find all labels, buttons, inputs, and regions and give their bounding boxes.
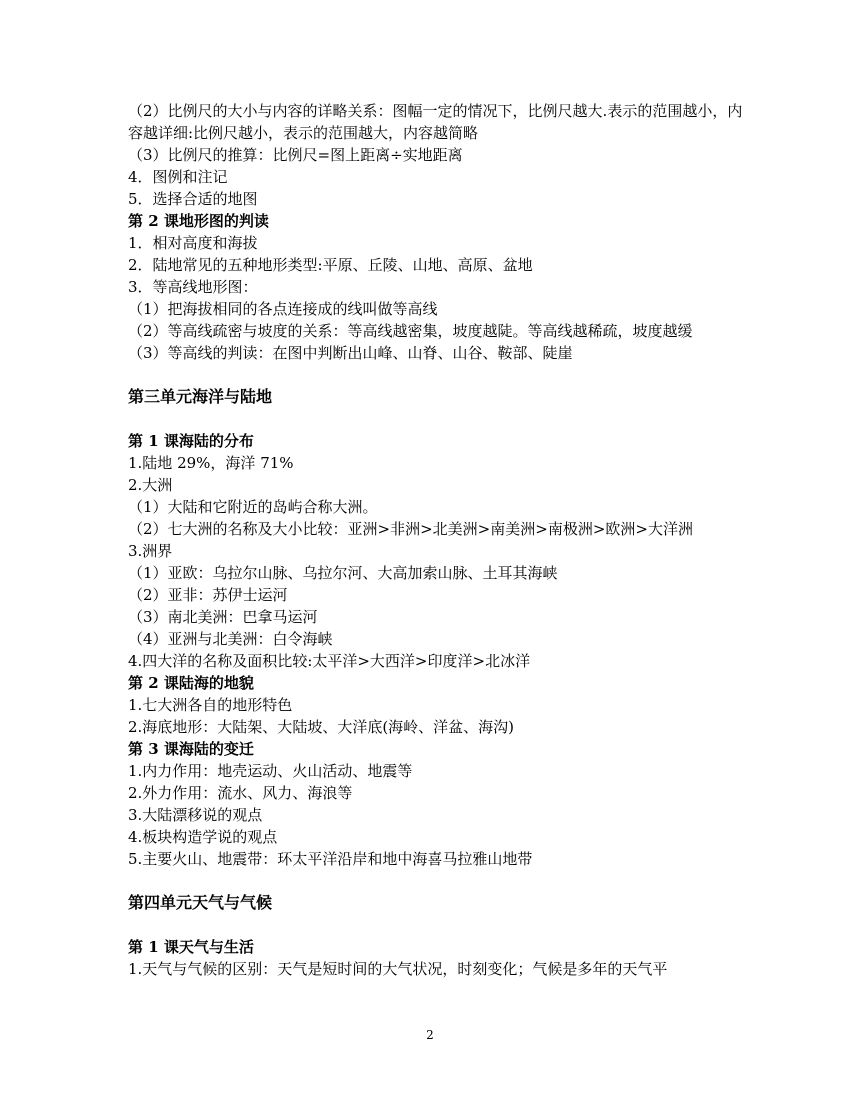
text-line: （1）亚欧：乌拉尔山脉、乌拉尔河、大高加索山脉、土耳其海峡 [128,564,558,582]
text-line: 4.四大洋的名称及面积比较:太平洋>大西洋>印度洋>北冰洋 [128,652,531,670]
lesson-heading: 第 1 课天气与生活 [128,938,254,956]
text-line: 3.大陆漂移说的观点 [128,806,263,824]
lesson-heading: 第 1 课海陆的分布 [128,432,254,450]
lesson-heading: 第 2 课地形图的判读 [128,212,269,230]
text-line: （3）比例尺的推算：比例尺=图上距离÷实地距离 [128,146,463,164]
text-line: （3）南北美洲：巴拿马运河 [128,608,318,626]
text-line: 2.大洲 [128,476,173,494]
text-line: （1）大陆和它附近的岛屿合称大洲。 [128,498,378,516]
text-line: （2）亚非：苏伊士运河 [128,586,288,604]
text-line: 1.七大洲各自的地形特色 [128,696,293,714]
text-line: 5.主要火山、地震带：环太平洋沿岸和地中海喜马拉雅山地带 [128,850,533,868]
text-line: 3.洲界 [128,542,173,560]
text-line: 2.外力作用：流水、风力、海浪等 [128,784,353,802]
text-line: 4.板块构造学说的观点 [128,828,278,846]
text-line: （3）等高线的判读：在图中判断出山峰、山脊、山谷、鞍部、陡崖 [128,344,573,362]
text-line: （4）亚洲与北美洲：白令海峡 [128,630,333,648]
text-line: （2）等高线疏密与坡度的关系：等高线越密集，坡度越陡。等高线越稀疏，坡度越缓 [128,322,693,340]
text-line: （1）把海拔相同的各点连接成的线叫做等高线 [128,300,438,318]
text-line: 2．陆地常见的五种地形类型:平原、丘陵、山地、高原、盆地 [128,256,533,274]
text-line: 1.陆地 29%，海洋 71% [128,454,294,472]
document-body [128,100,748,980]
page-number: 2 [426,1028,434,1042]
text-line: 2.海底地形：大陆架、大陆坡、大洋底(海岭、洋盆、海沟) [128,718,515,736]
lesson-heading: 第 2 课陆海的地貌 [128,674,254,692]
text-line: 3．等高线地形图： [128,278,258,296]
text-line: （2）七大洲的名称及大小比较：亚洲>非洲>北美洲>南美洲>南极洲>欧洲>大洋洲 [128,520,693,538]
unit-heading: 第四单元天气与气候 [128,893,273,912]
unit-heading: 第三单元海洋与陆地 [128,387,273,406]
text-line: 1.天气与气候的区别：天气是短时间的大气状况，时刻变化；气候是多年的天气平 [128,960,668,978]
text-line: 4．图例和注记 [128,168,228,186]
text-line: 1．相对高度和海拔 [128,234,258,252]
text-line: 1.内力作用：地壳运动、火山活动、地震等 [128,762,413,780]
text-line: （2）比例尺的大小与内容的详略关系：图幅一定的情况下，比例尺越大.表示的范围越小，内容越详细:比例尺越小，表示的范围越大，内容越简略 [128,102,743,142]
text-line: 5．选择合适的地图 [128,190,258,208]
lesson-heading: 第 3 课海陆的变迁 [128,740,254,758]
